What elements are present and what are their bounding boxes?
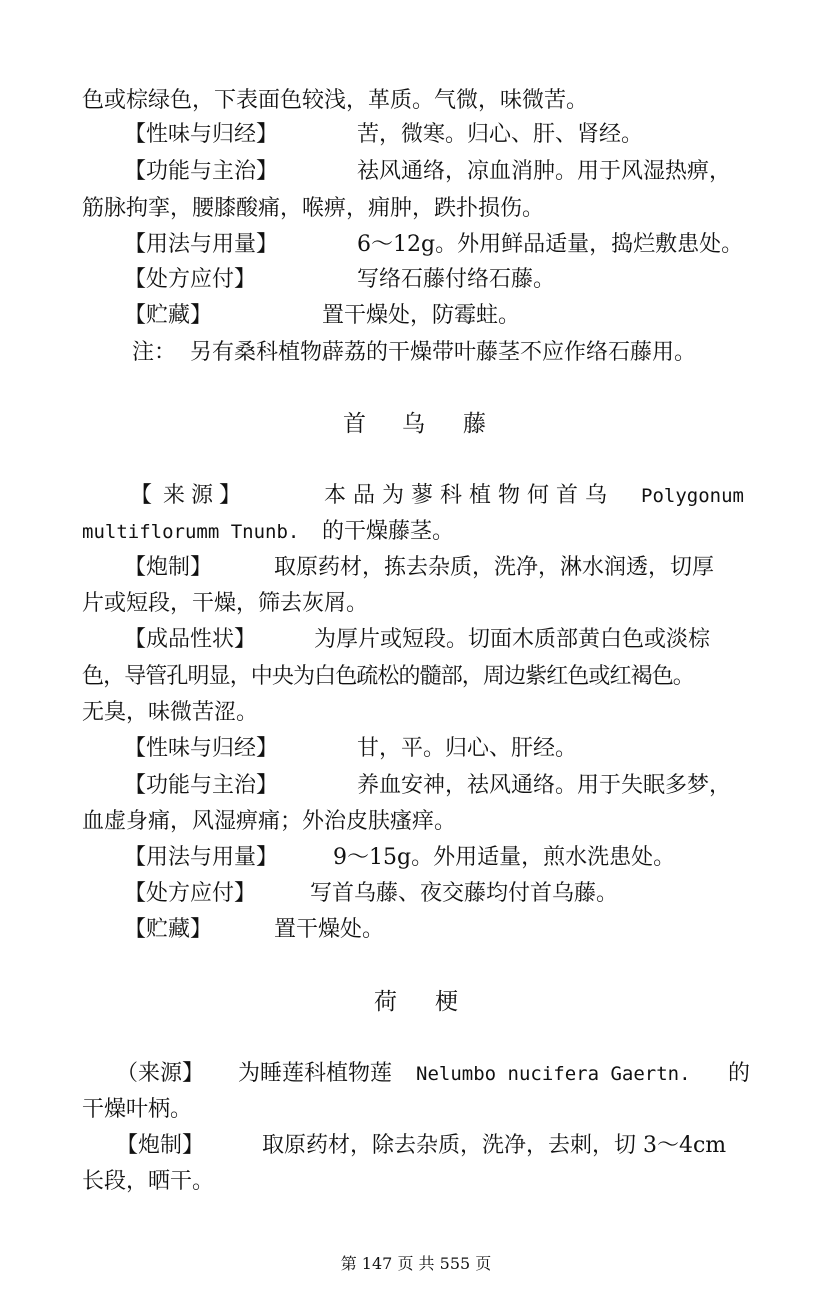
- field-value: 置干燥处。: [274, 917, 385, 942]
- field-label: 【功能与主治】: [124, 159, 279, 184]
- total-page-count: 555: [439, 1254, 471, 1273]
- note-label: 注：: [132, 340, 177, 365]
- field-label: 【用法与用量】: [124, 232, 279, 257]
- field-value: 祛风通络，凉血消肿。用于风湿热痹，: [357, 159, 732, 184]
- field-line-dosage: [0, 841, 832, 875]
- field-label: 【性味与归经】: [124, 122, 279, 147]
- text-line: multiflorumm Tnunb. 的干燥藤茎。: [82, 519, 455, 544]
- field-line-function: [0, 769, 832, 803]
- field-label: 【炮制】: [116, 1133, 205, 1158]
- field-line-appearance: [0, 623, 832, 657]
- section-title-hegeng: 荷 梗: [374, 989, 458, 1015]
- section-title-shouwuteng: 首 乌 藤: [343, 411, 486, 437]
- field-value: 置干燥处，防霉蛀。: [322, 303, 521, 328]
- field-label: （来源】: [116, 1061, 205, 1086]
- text-line: 筋脉拘挛，腰膝酸痛，喉痹，痈肿，跌扑损伤。: [82, 196, 545, 221]
- text-line: 色，导管孔明显，中央为白色疏松的髓部，周边紫红色或红褐色。: [82, 664, 694, 689]
- field-label: 【用法与用量】: [124, 845, 279, 870]
- current-page-number: 147: [361, 1254, 393, 1273]
- field-value: 9～15g。外用适量，煎水洗患处。: [333, 845, 676, 870]
- page-footer: 第 147 页 共 555 页: [340, 1254, 492, 1273]
- field-value: 写络石藤付络石藤。: [357, 267, 556, 292]
- note-line: [0, 336, 832, 370]
- field-label: 【处方应付】: [124, 881, 257, 906]
- field-value: 取原药材，拣去杂质，洗净，淋水润透，切厚: [274, 555, 715, 580]
- field-line-source: （来源】 为睡莲科植物莲 Nelumbo nucifera Gaertn. 的: [0, 1057, 832, 1091]
- field-value: 6～12g。外用鲜品适量，捣烂敷患处。: [357, 232, 744, 257]
- field-label: 【炮制】: [124, 555, 213, 580]
- field-line-dosage: [0, 228, 832, 262]
- field-label: 【成品性状】: [124, 627, 257, 652]
- field-line-prescription: [0, 263, 832, 297]
- field-line-taste: [0, 732, 832, 766]
- field-line-processing: [0, 551, 832, 585]
- field-value: 甘，平。归心、肝经。: [357, 736, 578, 761]
- field-line-storage: [0, 299, 832, 333]
- text-line: 色或棕绿色，下表面色较浅，革质。气微，味微苦。: [82, 88, 589, 113]
- field-value: 取原药材，除去杂质，洗净，去刺，切 3～4cm: [262, 1133, 727, 1158]
- field-line-storage: [0, 913, 832, 947]
- field-label: 【功能与主治】: [124, 773, 279, 798]
- field-line-source: 【 来 源 】 本 品 为 蓼 科 植 物 何 首 乌 Polygonum: [130, 483, 744, 508]
- field-line-function: [0, 155, 832, 189]
- field-value: 养血安神，祛风通络。用于失眠多梦，: [357, 773, 732, 798]
- field-line-prescription: [0, 877, 832, 911]
- text-line: 片或短段，干燥，筛去灰屑。: [82, 591, 369, 616]
- field-label: 【贮藏】: [124, 917, 213, 942]
- field-label: 【性味与归经】: [124, 736, 279, 761]
- field-value: 苦，微寒。归心、肝、肾经。: [357, 122, 644, 147]
- field-line-processing: [0, 1129, 832, 1163]
- field-value: 写首乌藤、夜交藤均付首乌藤。: [310, 881, 619, 906]
- field-line-taste: [0, 118, 832, 152]
- text-line: 干燥叶柄。: [82, 1097, 193, 1122]
- field-label: 【贮藏】: [124, 303, 213, 328]
- note-text: 另有桑科植物薜荔的干燥带叶藤茎不应作络石藤用。: [190, 340, 697, 365]
- text-line: 无臭，味微苦涩。: [82, 700, 259, 725]
- field-value: 为厚片或短段。切面木质部黄白色或淡棕: [314, 627, 711, 652]
- text-line: 长段，晒干。: [82, 1169, 215, 1194]
- field-value: 为睡莲科植物莲: [238, 1061, 393, 1086]
- text-line: 血虚身痛，风湿痹痛；外治皮肤瘙痒。: [82, 809, 457, 834]
- field-label: 【处方应付】: [124, 267, 257, 292]
